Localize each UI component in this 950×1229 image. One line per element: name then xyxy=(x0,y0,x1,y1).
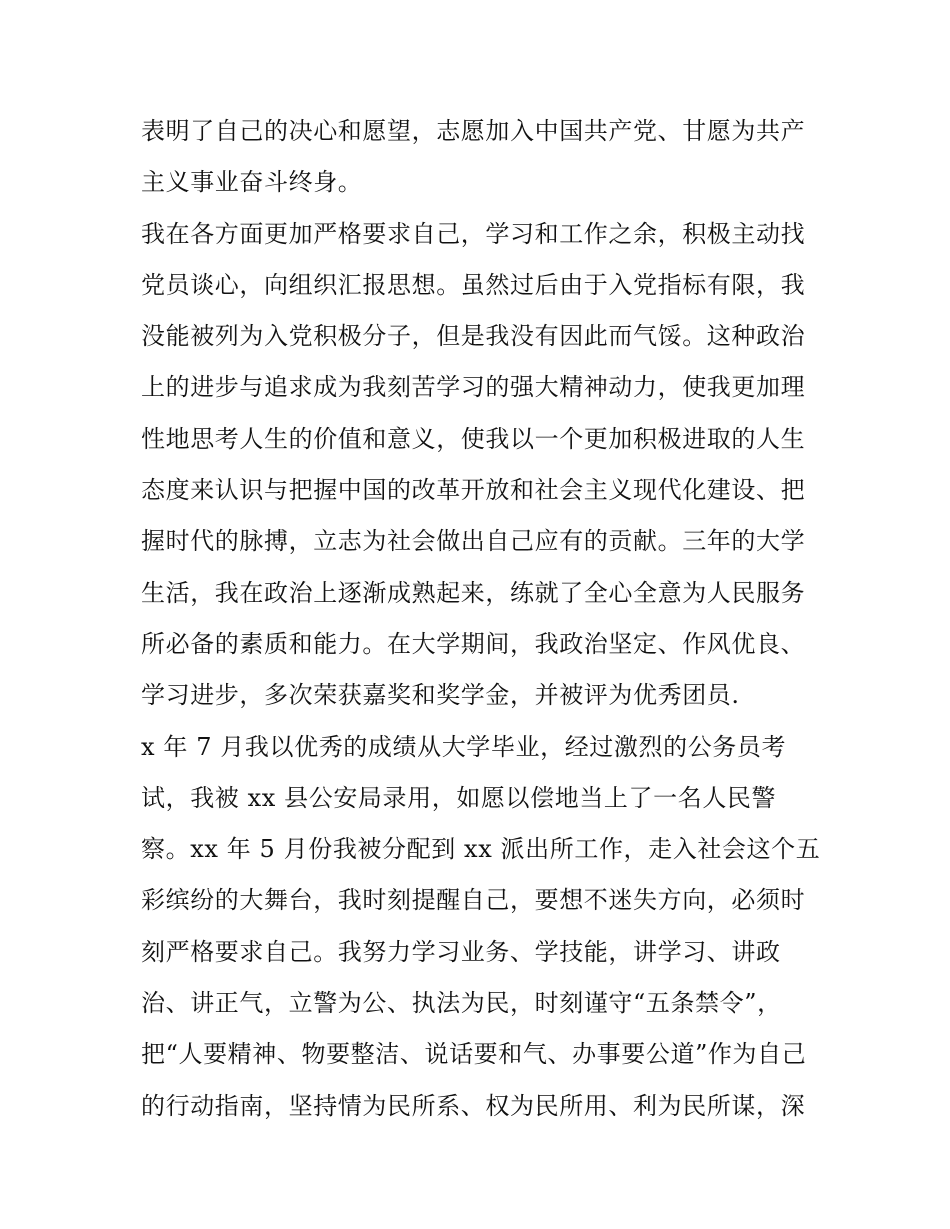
text-line: 表明了自己的决心和愿望，志愿加入中国共产党、甘愿为共产 xyxy=(141,117,806,145)
text-line: 的行动指南，坚持情为民所系、权为民所用、利为民所谋，深 xyxy=(141,1091,806,1120)
text-line: 上的进步与追求成为我刻苦学习的强大精神动力，使我更加理 xyxy=(141,373,806,402)
text-line: 试，我被 xx 县公安局录用，如愿以偿地当上了一名人民警 xyxy=(141,783,777,812)
text-line: 性地思考人生的价值和意义，使我以一个更加积极进取的人生 xyxy=(141,424,806,453)
text-line: 主义事业奋斗终身。 xyxy=(141,168,363,197)
text-line: 把“人要精神、物要整洁、说话要和气、办事要公道”作为自己 xyxy=(141,1040,807,1069)
text-line: 彩缤纷的大舞台，我时刻提醒自己，要想不迷失方向，必须时 xyxy=(141,886,806,915)
text-line: 所必备的素质和能力。在大学期间，我政治坚定、作风优良、 xyxy=(141,629,806,658)
text-line: 党员谈心，向组织汇报思想。虽然过后由于入党指标有限，我 xyxy=(141,270,806,299)
text-line: x 年 7 月我以优秀的成绩从大学毕业，经过激烈的公务员考 xyxy=(141,732,787,761)
body-text xyxy=(141,106,821,1132)
text-line: 握时代的脉搏，立志为社会做出自己应有的贡献。三年的大学 xyxy=(141,527,806,556)
text-line: 没能被列为入党积极分子，但是我没有因此而气馁。这种政治 xyxy=(141,322,806,351)
text-line: 学习进步，多次荣获嘉奖和奖学金，并被评为优秀团员. xyxy=(141,681,740,710)
text-line: 我在各方面更加严格要求自己，学习和工作之余，积极主动找 xyxy=(141,219,806,248)
text-line: 刻严格要求自己。我努力学习业务、学技能，讲学习、讲政 xyxy=(141,937,781,966)
text-line: 察。xx 年 5 月份我被分配到 xx 派出所工作，走入社会这个五 xyxy=(141,835,821,864)
text-line: 治、讲正气，立警为公、执法为民，时刻谨守“五条禁令”， xyxy=(141,989,782,1018)
text-line: 态度来认识与把握中国的改革开放和社会主义现代化建设、把 xyxy=(141,476,806,505)
text-line: 生活，我在政治上逐渐成熟起来，练就了全心全意为人民服务 xyxy=(141,578,806,607)
